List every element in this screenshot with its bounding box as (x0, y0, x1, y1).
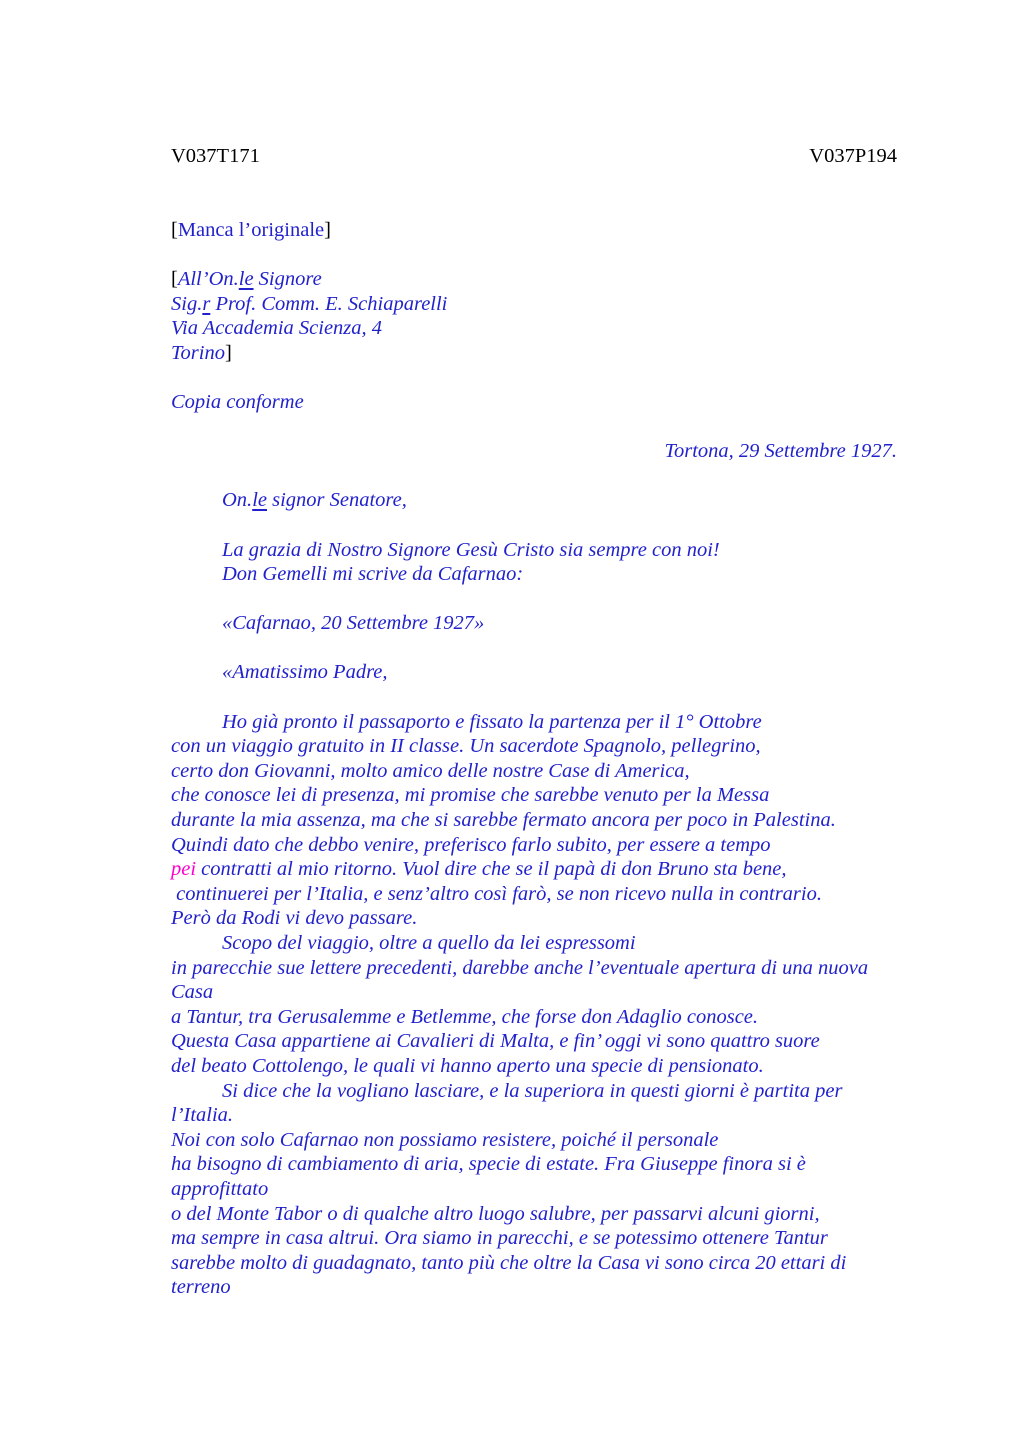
text-line (171, 1202, 897, 1227)
blank-line (171, 636, 897, 661)
text-line (171, 1128, 897, 1153)
letter-body (171, 169, 897, 1300)
text-line (171, 833, 897, 858)
italic-text: «Amatissimo Padre, (222, 661, 388, 684)
text-line (171, 488, 897, 513)
blank-line (171, 365, 897, 390)
text-line (171, 710, 897, 735)
italic-text: Sig. (171, 292, 203, 315)
text-line (171, 931, 897, 956)
italic-text: Casa (171, 981, 214, 1004)
italic-text: ha bisogno di cambiamento di aria, specie di estate. Fra Giuseppe finora si è (171, 1153, 806, 1176)
blank-line (171, 513, 897, 538)
underlined-text: le (238, 267, 254, 290)
text-line (171, 1079, 897, 1104)
bracket-text: ] (224, 341, 232, 364)
italic-text: sarebbe molto di guadagnato, tanto più che oltre la Casa vi sono circa 20 ettari di (171, 1251, 847, 1274)
italic-text: Don Gemelli mi scrive da Cafarnao: (222, 563, 524, 586)
italic-text: Torino (171, 341, 225, 364)
text-line (171, 759, 897, 784)
text-line (171, 980, 897, 1005)
text-line (171, 906, 897, 931)
italic-text: ma sempre in casa altrui. Ora siamo in parecchi, e se potessimo ottenere Tantur (171, 1227, 828, 1250)
text-line (171, 538, 897, 563)
text-line (171, 218, 897, 243)
plain-text: Manca l’originale (177, 218, 325, 241)
italic-text: o del Monte Tabor o di qualche altro luogo salubre, per passarvi alcuni giorni, (171, 1202, 820, 1225)
underlined-text: r (202, 292, 211, 315)
text-line (171, 341, 897, 366)
text-line (171, 857, 897, 882)
text-line (171, 439, 897, 464)
bracket-text: [ (171, 218, 178, 241)
italic-text: Copia conforme (171, 390, 304, 413)
italic-text: Tortona, 29 Settembre 1927. (664, 440, 897, 463)
blank-line (171, 587, 897, 612)
italic-text: approfittato (171, 1177, 269, 1200)
text-line (171, 1103, 897, 1128)
italic-text: All’On. (177, 267, 239, 290)
italic-text: Si dice che la vogliano lasciare, e la superiora in questi giorni è partita per (222, 1079, 843, 1102)
bracket-text: [ (171, 267, 178, 290)
text-line (171, 734, 897, 759)
italic-text: durante la mia assenza, ma che si sarebbe fermato ancora per poco in Palestina. (171, 809, 836, 832)
italic-text: con un viaggio gratuito in II classe. Un sacerdote Spagnolo, pellegrino, (171, 735, 761, 758)
italic-text: contratti al mio ritorno. Vuol dire che se il papà di don Bruno sta bene, (196, 858, 787, 881)
blank-line (171, 242, 897, 267)
text-line (171, 316, 897, 341)
highlighted-word: pei (171, 858, 197, 881)
italic-text: a Tantur, tra Gerusalemme e Betlemme, che forse don Adaglio conosce. (171, 1005, 759, 1028)
text-line (171, 1152, 897, 1177)
text-line (171, 562, 897, 587)
blank-line (171, 169, 897, 194)
header-left-code: V037T171 (171, 145, 260, 167)
italic-text: Però da Rodi vi devo passare. (171, 907, 418, 930)
italic-text: Prof. Comm. E. Schiaparelli (210, 292, 448, 315)
italic-text: Scopo del viaggio, oltre a quello da lei espressomi (222, 932, 636, 954)
italic-text: in parecchie sue lettere precedenti, darebbe anche l’eventuale apertura di una nuova (171, 956, 869, 979)
page-header (171, 144, 897, 169)
blank-line (171, 464, 897, 489)
italic-text: certo don Giovanni, molto amico delle nostre Case di America, (171, 759, 690, 782)
italic-text: «Cafarnao, 20 Settembre 1927» (222, 612, 485, 635)
italic-text: continuerei per l’Italia, e senz’altro così farò, se non ricevo nulla in contrario. (171, 882, 822, 905)
text-line (171, 1251, 897, 1276)
italic-text: Noi con solo Cafarnao non possiamo resistere, poiché il personale (171, 1128, 719, 1151)
text-line (171, 611, 897, 636)
blank-line (171, 415, 897, 440)
italic-text: Quindi dato che debbo venire, preferisco farlo subito, per essere a tempo (171, 833, 771, 856)
text-line (171, 882, 897, 907)
italic-text: La grazia di Nostro Signore Gesù Cristo sia sempre con noi! (222, 538, 720, 561)
text-line (171, 1005, 897, 1030)
text-line (171, 956, 897, 981)
header-right-code: V037P194 (809, 145, 897, 167)
italic-text: che conosce lei di presenza, mi promise che sarebbe venuto per la Messa (171, 784, 770, 807)
italic-text: Ho già pronto il passaporto e fissato la partenza per il 1° Ottobre (222, 710, 762, 733)
italic-text: Signore (253, 267, 322, 290)
italic-text: l’Italia. (171, 1104, 234, 1127)
text-line (171, 390, 897, 415)
text-line (171, 808, 897, 833)
blank-line (171, 193, 897, 218)
text-line (171, 1177, 897, 1202)
italic-text: On. (222, 489, 253, 512)
text-line (171, 1029, 897, 1054)
bracket-text: ] (324, 218, 331, 241)
text-line (171, 1275, 897, 1300)
text-line (171, 1226, 897, 1251)
italic-text: Questa Casa appartiene ai Cavalieri di Malta, e fin’ oggi vi sono quattro suore (171, 1030, 820, 1053)
text-line (171, 660, 897, 685)
blank-line (171, 685, 897, 710)
text-line (171, 267, 897, 292)
underlined-text: le (252, 489, 267, 512)
italic-text: Via Accademia Scienza, 4 (171, 317, 383, 340)
italic-text: terreno (171, 1276, 231, 1299)
italic-text: signor Senatore, (266, 489, 407, 512)
text-line (171, 292, 897, 317)
text-line (171, 783, 897, 808)
text-line (171, 1054, 897, 1079)
italic-text: del beato Cottolengo, le quali vi hanno aperto una specie di pensionato. (171, 1054, 764, 1077)
